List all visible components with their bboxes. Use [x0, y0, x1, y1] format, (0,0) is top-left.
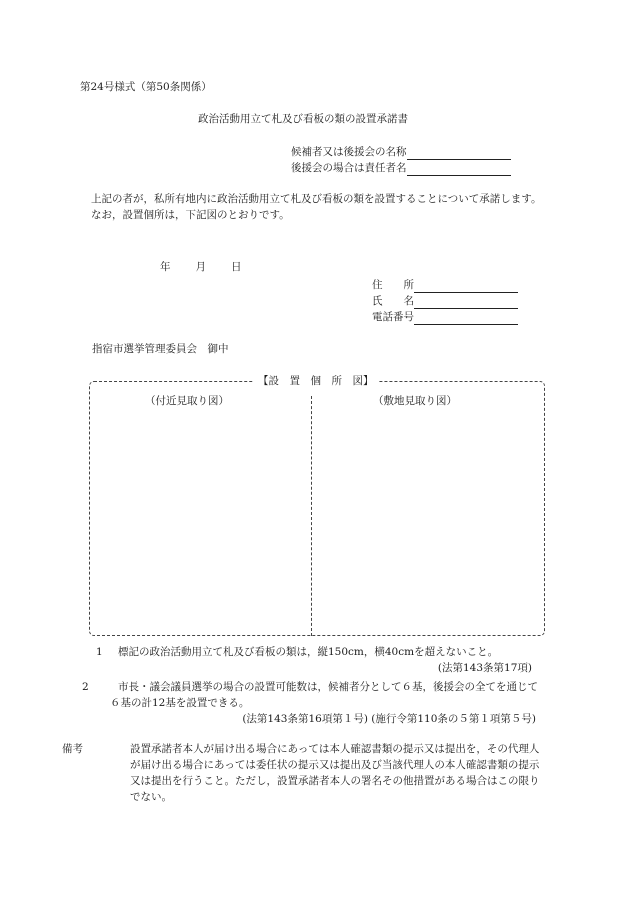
note-number: 1: [96, 646, 103, 658]
note-reference: (法第143条第17項): [437, 662, 532, 674]
note-number: 2: [82, 681, 89, 693]
form-number: 第24号様式（第50条関係）: [80, 81, 212, 93]
remarks-text: 設置承諾者本人が届け出る場合にあっては本人確認書類の提示又は提出を，その代理人が届け出る場合にあっては委任状の提示又は提出及び当該代理人の本人確認書類の提示又は提出を行うこと。ただし，設置承諾者本人の署名その他措置がある場合はこの限りでない。: [130, 743, 540, 803]
representative-name-label: 後援会の場合は責任者名: [291, 162, 407, 174]
note-text: 標記の政治活動用立て札及び看板の類は，縦150cm，横40cmを超えないこと。: [118, 646, 499, 658]
owner-phone-field[interactable]: [414, 312, 518, 325]
representative-name-field[interactable]: [407, 163, 511, 176]
site-map-label: （敷地見取り図）: [373, 395, 457, 407]
owner-name-field[interactable]: [414, 296, 518, 309]
owner-address-label: 住 所: [372, 279, 414, 291]
note-reference: (法第143条第16項第１号) (施行令第110条の５第１項第５号): [242, 713, 536, 725]
remarks: [62, 741, 548, 805]
document-title: 政治活動用立て札及び看板の類の設置承諾書: [198, 113, 408, 125]
applicant-name-field[interactable]: [407, 147, 511, 160]
date-line: [160, 261, 242, 275]
owner-phone-label: 電話番号: [372, 311, 414, 323]
remarks-label: 備考: [62, 743, 83, 755]
consent-text: 上記の者が，私所有地内に政治活動用立て札及び看板の類を設置することについて承諾します。: [91, 193, 542, 205]
date-day-label: 日: [231, 261, 242, 273]
owner-name-label: 氏 名: [372, 295, 414, 307]
vicinity-map-label: （付近見取り図）: [145, 395, 229, 407]
diagram-divider: [311, 396, 312, 636]
consent-paragraph: [80, 191, 552, 223]
note-item: [96, 644, 548, 676]
date-month-label: 月: [195, 261, 206, 273]
applicant-block: [291, 146, 511, 178]
note-item: [82, 679, 548, 727]
owner-address-field[interactable]: [414, 280, 518, 293]
diagram-title: 【設 置 個 所 図】: [254, 375, 378, 389]
note-text: 市長・議会議員選挙の場合の設置可能数は，候補者分として６基，後援会の全てを通じて６基の計12基を設置できる。: [110, 681, 538, 709]
location-diagram-box: [89, 381, 545, 636]
date-year-label: 年: [160, 261, 171, 273]
addressee: 指宿市選挙管理委員会 御中: [92, 343, 229, 355]
owner-block: [372, 277, 518, 325]
location-text: なお，設置個所は，下記図のとおりです。: [91, 209, 290, 221]
applicant-name-label: 候補者又は後援会の名称: [291, 146, 407, 158]
